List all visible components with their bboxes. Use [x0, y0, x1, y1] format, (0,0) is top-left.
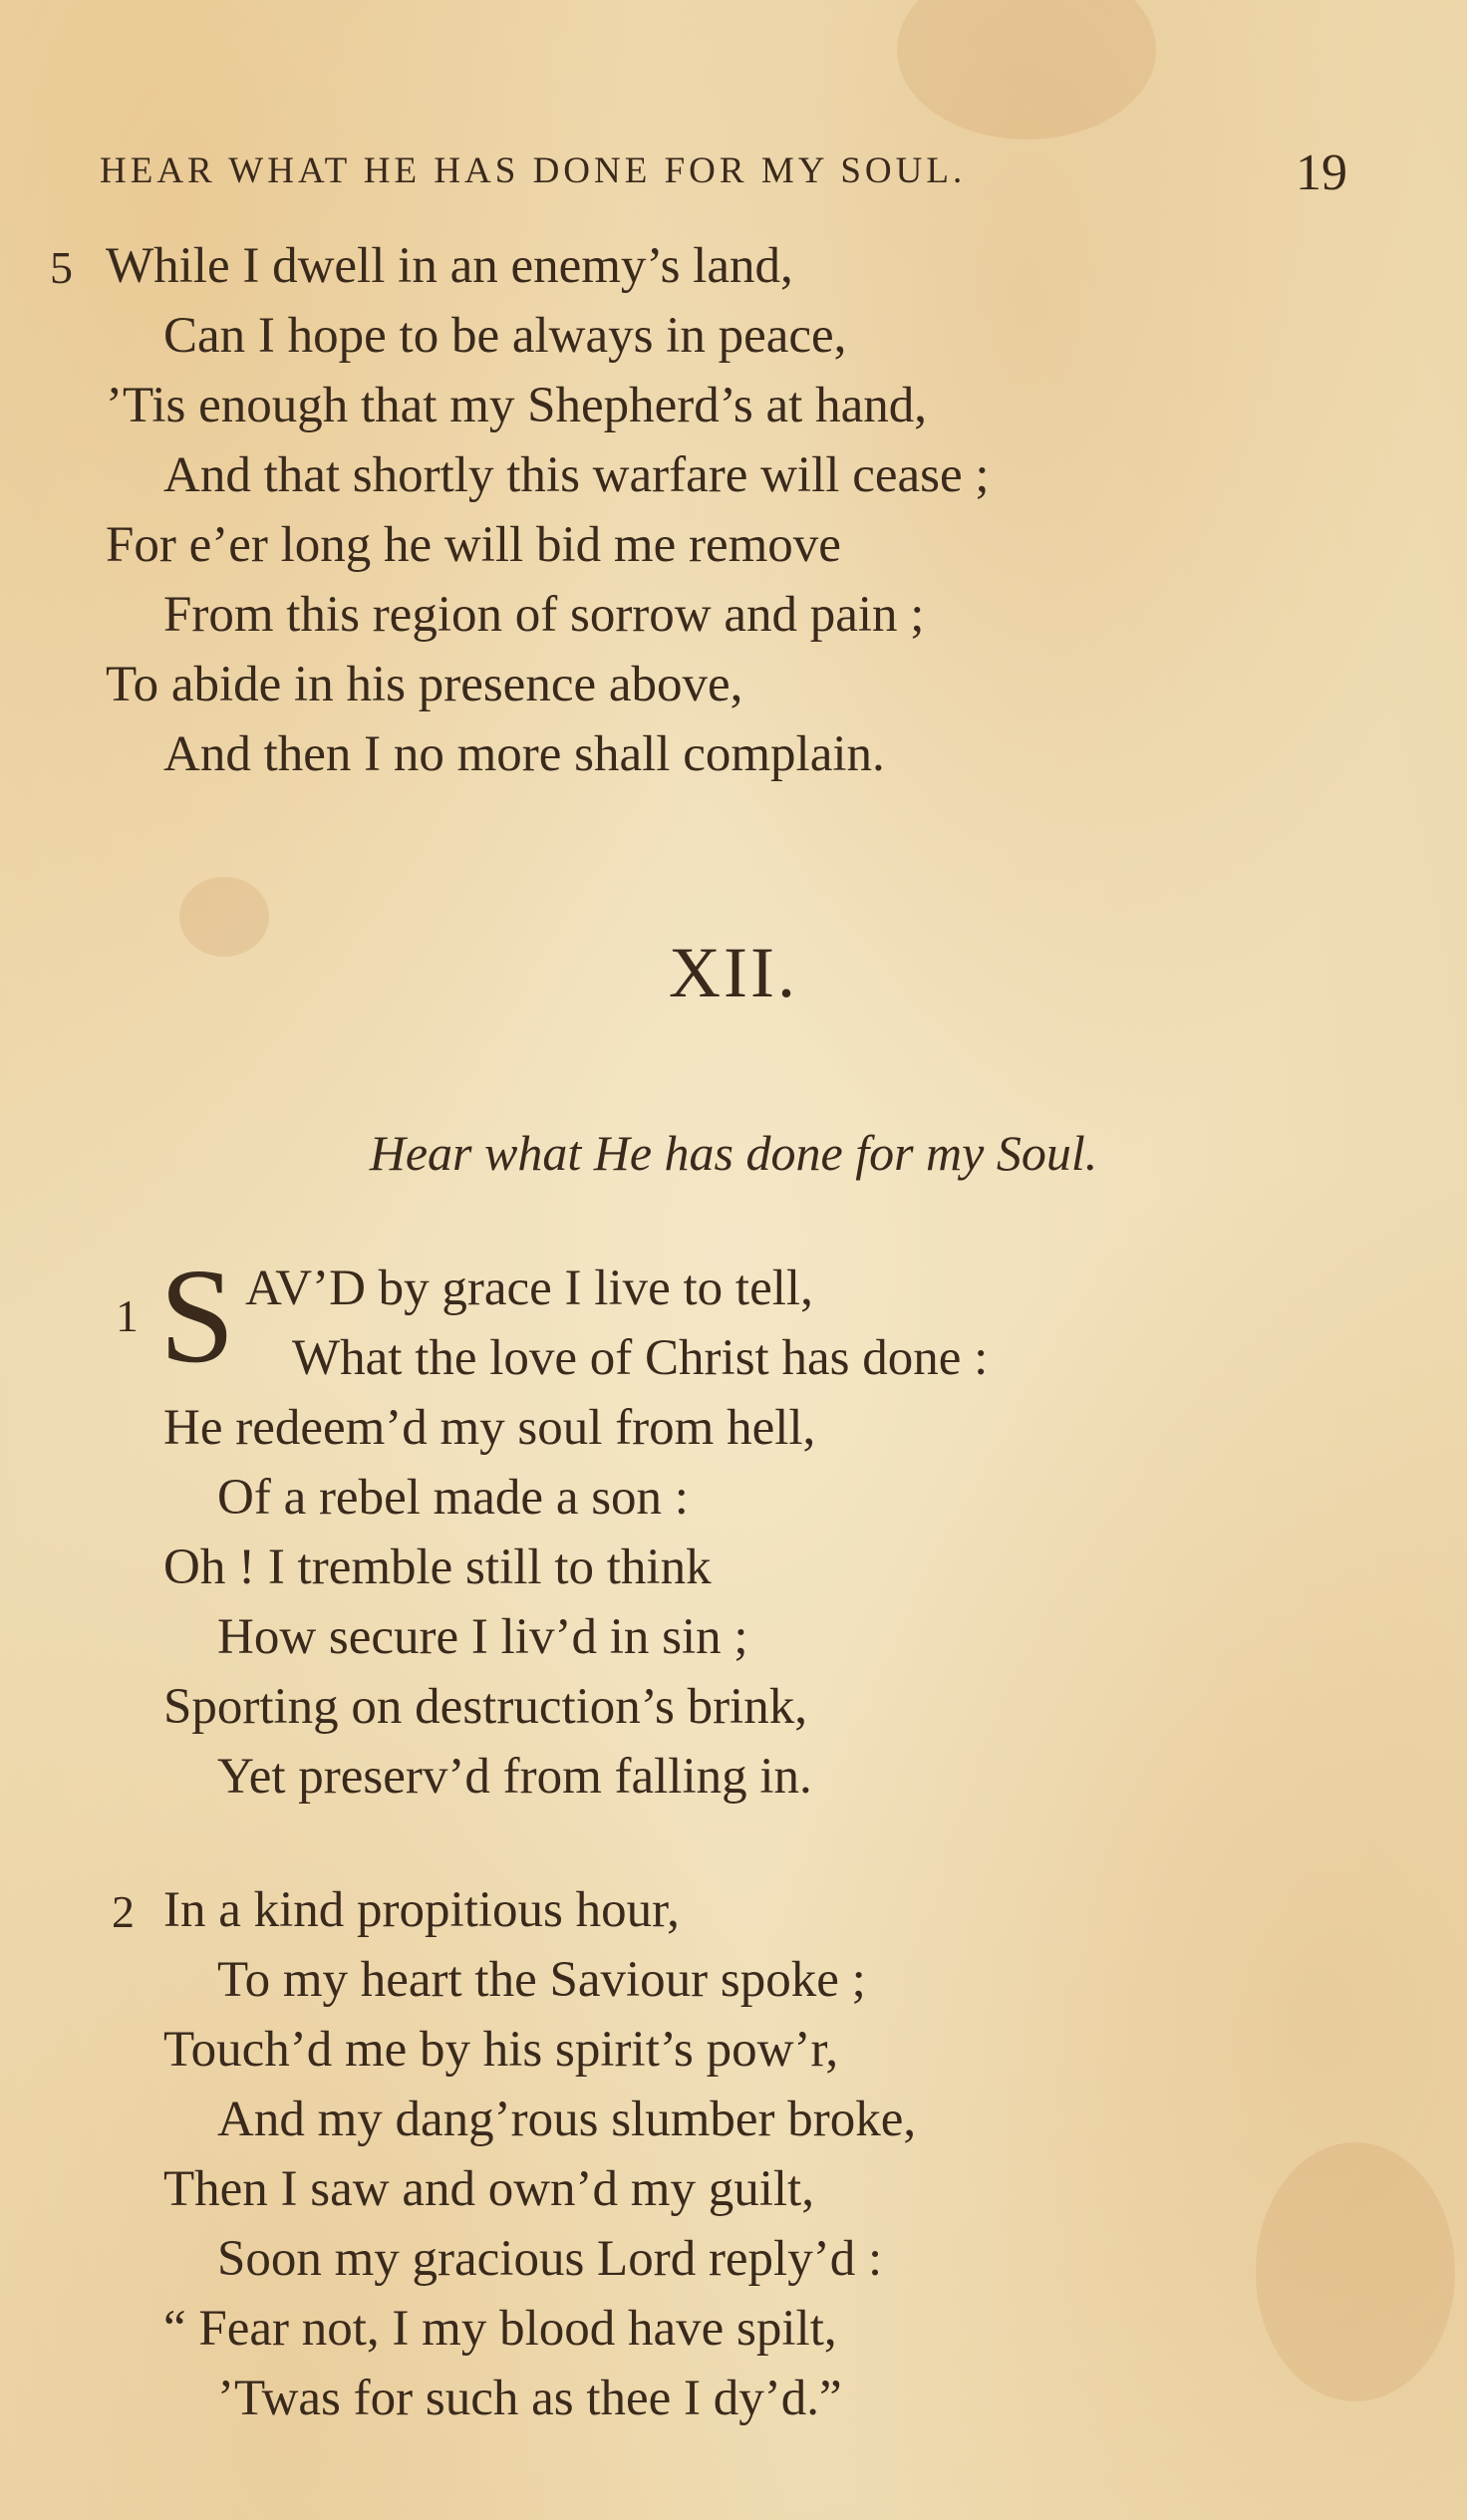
verse-line: Yet preserv’d from falling in. [217, 1749, 812, 1805]
verse-line: “ Fear not, I my blood have spilt, [163, 2301, 837, 2357]
verse-line: ’Twas for such as thee I dy’d.” [217, 2371, 842, 2426]
verse-line: What the love of Christ has done : [292, 1330, 989, 1386]
verse-line: AV’D by grace I live to tell, [245, 1260, 813, 1316]
verse-line: While I dwell in an enemy’s land, [106, 238, 793, 294]
verse-line: Touch’d me by his spirit’s pow’r, [163, 2022, 839, 2078]
verse-line: Soon my gracious Lord reply’d : [217, 2231, 883, 2287]
running-head-title: HEAR WHAT HE HAS DONE FOR MY SOUL. [100, 150, 967, 191]
verse-line: And then I no more shall complain. [163, 726, 885, 782]
verse-line: For e’er long he will bid me remove [106, 517, 841, 573]
verse-number: 5 [50, 242, 73, 293]
page-number: 19 [1296, 144, 1347, 201]
stain [1256, 2142, 1455, 2401]
verse-line: Sporting on destruction’s brink, [163, 1679, 807, 1735]
hymn-title: Hear what He has done for my Soul. [369, 1125, 1098, 1181]
verse-line: He redeem’d my soul from hell, [163, 1400, 816, 1456]
verse-line: How secure I liv’d in sin ; [217, 1609, 748, 1665]
hymn-number: XII. [669, 933, 798, 1012]
drop-cap: S [159, 1242, 235, 1391]
running-head [100, 144, 1367, 201]
verse-line: And that shortly this warfare will cease ; [163, 447, 990, 503]
verse-line: ’Tis enough that my Shepherd’s at hand, [106, 378, 927, 433]
verse-line: To abide in his presence above, [106, 657, 743, 712]
verse-line: Then I saw and own’d my guilt, [163, 2161, 814, 2217]
verse-number: 1 [116, 1290, 139, 1341]
verse-line: In a kind propitious hour, [163, 1882, 680, 1938]
verse-line: Oh ! I tremble still to think [163, 1540, 712, 1595]
verse-line: Of a rebel made a son : [217, 1470, 689, 1526]
verse-line: To my heart the Saviour spoke ; [217, 1952, 866, 2008]
verse-line: And my dang’rous slumber broke, [217, 2092, 917, 2147]
verse-line: From this region of sorrow and pain ; [163, 587, 925, 643]
verse-number: 2 [112, 1886, 135, 1937]
stain [897, 0, 1156, 140]
verse-line: Can I hope to be always in peace, [163, 308, 847, 364]
